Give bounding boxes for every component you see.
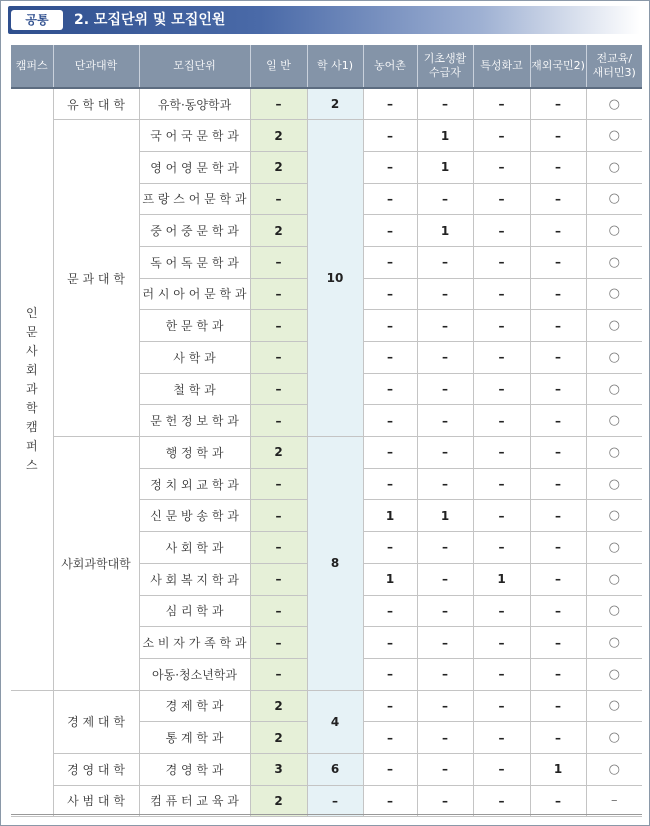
unit-cell: 국 어 국 문 학 과 — [139, 120, 250, 152]
unit-cell: 컴 퓨 터 교 육 과 — [139, 785, 250, 817]
special-hs-cell: – — [473, 310, 530, 342]
general-cell: – — [250, 342, 307, 374]
rural-cell: – — [363, 215, 417, 247]
overseas-cell: – — [530, 785, 586, 817]
col-header-basic-livelihood: 기초생활 수급자 — [417, 45, 473, 88]
college-cell: 경 제 대 학 — [53, 690, 139, 753]
special-hs-cell: – — [473, 278, 530, 310]
basic-livelihood-cell: – — [417, 468, 473, 500]
full-abroad-cell: ○ — [586, 373, 642, 405]
unit-cell: 심 리 학 과 — [139, 595, 250, 627]
unit-cell: 중 어 중 문 학 과 — [139, 215, 250, 247]
recruitment-table — [11, 45, 642, 817]
col-header-hakssa: 학 사1) — [307, 45, 363, 88]
campus-cell-empty — [11, 690, 53, 817]
special-hs-cell: – — [473, 658, 530, 690]
full-abroad-cell: ○ — [586, 310, 642, 342]
basic-livelihood-cell: – — [417, 246, 473, 278]
special-hs-cell: 1 — [473, 563, 530, 595]
special-hs-cell: – — [473, 690, 530, 722]
unit-cell: 사 회 학 과 — [139, 532, 250, 564]
section-title: 2. 모집단위 및 모집인원 — [74, 12, 226, 28]
rural-cell: 1 — [363, 563, 417, 595]
hakssa-cell: 6 — [307, 753, 363, 785]
rural-cell: – — [363, 342, 417, 374]
full-abroad-cell: ○ — [586, 278, 642, 310]
special-hs-cell: – — [473, 500, 530, 532]
rural-cell: – — [363, 183, 417, 215]
special-hs-cell: – — [473, 373, 530, 405]
unit-cell: 신 문 방 송 학 과 — [139, 500, 250, 532]
unit-cell: 러 시 아 어 문 학 과 — [139, 278, 250, 310]
col-header-general: 일 반 — [250, 45, 307, 88]
overseas-cell: – — [530, 722, 586, 754]
col-header-special-hs: 특성화고 — [473, 45, 530, 88]
rural-cell: – — [363, 468, 417, 500]
full-abroad-cell: ○ — [586, 151, 642, 183]
unit-cell: 사 회 복 지 학 과 — [139, 563, 250, 595]
basic-livelihood-cell: 1 — [417, 120, 473, 152]
full-abroad-cell: – — [586, 785, 642, 817]
college-cell: 사 범 대 학 — [53, 785, 139, 817]
general-cell: 2 — [250, 785, 307, 817]
overseas-cell: – — [530, 595, 586, 627]
full-abroad-cell: ○ — [586, 532, 642, 564]
unit-cell: 아동·청소년학과 — [139, 658, 250, 690]
unit-cell: 소 비 자 가 족 학 과 — [139, 627, 250, 659]
overseas-cell: – — [530, 246, 586, 278]
full-abroad-cell: ○ — [586, 627, 642, 659]
basic-livelihood-cell: – — [417, 278, 473, 310]
overseas-cell: 1 — [530, 753, 586, 785]
full-abroad-cell: ○ — [586, 595, 642, 627]
hakssa-cell: 2 — [307, 88, 363, 120]
full-abroad-cell: ○ — [586, 468, 642, 500]
special-hs-cell: – — [473, 120, 530, 152]
basic-livelihood-cell: – — [417, 532, 473, 564]
full-abroad-cell: ○ — [586, 753, 642, 785]
general-cell: 2 — [250, 437, 307, 469]
overseas-cell: – — [530, 120, 586, 152]
rural-cell: – — [363, 88, 417, 120]
table-row — [11, 120, 642, 152]
rural-cell: – — [363, 785, 417, 817]
general-cell: – — [250, 532, 307, 564]
basic-livelihood-cell: – — [417, 405, 473, 437]
overseas-cell: – — [530, 690, 586, 722]
rural-cell: – — [363, 627, 417, 659]
basic-livelihood-cell: – — [417, 753, 473, 785]
hakssa-cell: – — [307, 785, 363, 817]
rural-cell: 1 — [363, 500, 417, 532]
full-abroad-cell: ○ — [586, 88, 642, 120]
unit-cell: 유학·동양학과 — [139, 88, 250, 120]
special-hs-cell: – — [473, 532, 530, 564]
table-row — [11, 437, 642, 469]
special-hs-cell: – — [473, 437, 530, 469]
col-header-overseas: 재외국민2) — [530, 45, 586, 88]
general-cell: – — [250, 658, 307, 690]
general-cell: 3 — [250, 753, 307, 785]
overseas-cell: – — [530, 183, 586, 215]
special-hs-cell: – — [473, 627, 530, 659]
general-cell: 2 — [250, 722, 307, 754]
section-badge: 공통 — [11, 10, 63, 30]
col-header-unit: 모집단위 — [139, 45, 250, 88]
general-cell: – — [250, 310, 307, 342]
table-bottom-rule — [11, 814, 642, 815]
rural-cell: – — [363, 437, 417, 469]
rural-cell: – — [363, 278, 417, 310]
basic-livelihood-cell: – — [417, 658, 473, 690]
special-hs-cell: – — [473, 468, 530, 500]
full-abroad-cell: ○ — [586, 246, 642, 278]
hakssa-cell: 10 — [307, 120, 363, 437]
full-abroad-cell: ○ — [586, 563, 642, 595]
unit-cell: 철 학 과 — [139, 373, 250, 405]
basic-livelihood-cell: 1 — [417, 151, 473, 183]
college-cell: 경 영 대 학 — [53, 753, 139, 785]
overseas-cell: – — [530, 373, 586, 405]
overseas-cell: – — [530, 563, 586, 595]
overseas-cell: – — [530, 151, 586, 183]
overseas-cell: – — [530, 405, 586, 437]
special-hs-cell: – — [473, 342, 530, 374]
campus-cell: 인 문 사 회 과 학 캠 퍼 스 — [11, 88, 53, 690]
overseas-cell: – — [530, 468, 586, 500]
table-header-row — [11, 45, 642, 88]
rural-cell: – — [363, 373, 417, 405]
unit-cell: 한 문 학 과 — [139, 310, 250, 342]
special-hs-cell: – — [473, 722, 530, 754]
general-cell: – — [250, 563, 307, 595]
general-cell: 2 — [250, 120, 307, 152]
table-row — [11, 785, 642, 817]
general-cell: – — [250, 468, 307, 500]
general-cell: 2 — [250, 151, 307, 183]
rural-cell: – — [363, 658, 417, 690]
unit-cell: 독 어 독 문 학 과 — [139, 246, 250, 278]
overseas-cell: – — [530, 500, 586, 532]
hakssa-cell: 8 — [307, 437, 363, 691]
basic-livelihood-cell: – — [417, 437, 473, 469]
basic-livelihood-cell: 1 — [417, 215, 473, 247]
full-abroad-cell: ○ — [586, 215, 642, 247]
rural-cell: – — [363, 532, 417, 564]
unit-cell: 정 치 외 교 학 과 — [139, 468, 250, 500]
college-cell: 문 과 대 학 — [53, 120, 139, 437]
basic-livelihood-cell: – — [417, 563, 473, 595]
full-abroad-cell: ○ — [586, 658, 642, 690]
overseas-cell: – — [530, 342, 586, 374]
overseas-cell: – — [530, 310, 586, 342]
general-cell: 2 — [250, 690, 307, 722]
general-cell: – — [250, 373, 307, 405]
unit-cell: 통 계 학 과 — [139, 722, 250, 754]
general-cell: – — [250, 278, 307, 310]
full-abroad-cell: ○ — [586, 500, 642, 532]
hakssa-cell: 4 — [307, 690, 363, 753]
unit-cell: 프 랑 스 어 문 학 과 — [139, 183, 250, 215]
unit-cell: 경 영 학 과 — [139, 753, 250, 785]
unit-cell: 문 헌 정 보 학 과 — [139, 405, 250, 437]
basic-livelihood-cell: 1 — [417, 500, 473, 532]
unit-cell: 영 어 영 문 학 과 — [139, 151, 250, 183]
special-hs-cell: – — [473, 753, 530, 785]
basic-livelihood-cell: – — [417, 310, 473, 342]
special-hs-cell: – — [473, 151, 530, 183]
basic-livelihood-cell: – — [417, 627, 473, 659]
basic-livelihood-cell: – — [417, 785, 473, 817]
table-row — [11, 753, 642, 785]
special-hs-cell: – — [473, 405, 530, 437]
rural-cell: – — [363, 722, 417, 754]
basic-livelihood-cell: – — [417, 88, 473, 120]
special-hs-cell: – — [473, 785, 530, 817]
general-cell: 2 — [250, 215, 307, 247]
full-abroad-cell: ○ — [586, 690, 642, 722]
full-abroad-cell: ○ — [586, 183, 642, 215]
college-cell: 유 학 대 학 — [53, 88, 139, 120]
full-abroad-cell: ○ — [586, 342, 642, 374]
rural-cell: – — [363, 690, 417, 722]
overseas-cell: – — [530, 627, 586, 659]
rural-cell: – — [363, 310, 417, 342]
unit-cell: 경 제 학 과 — [139, 690, 250, 722]
rural-cell: – — [363, 753, 417, 785]
general-cell: – — [250, 246, 307, 278]
unit-cell: 행 정 학 과 — [139, 437, 250, 469]
general-cell: – — [250, 595, 307, 627]
special-hs-cell: – — [473, 595, 530, 627]
rural-cell: – — [363, 405, 417, 437]
basic-livelihood-cell: – — [417, 722, 473, 754]
basic-livelihood-cell: – — [417, 183, 473, 215]
table-row — [11, 690, 642, 722]
general-cell: – — [250, 500, 307, 532]
col-header-campus: 캠퍼스 — [11, 45, 53, 88]
rural-cell: – — [363, 246, 417, 278]
general-cell: – — [250, 183, 307, 215]
unit-cell: 사 학 과 — [139, 342, 250, 374]
full-abroad-cell: ○ — [586, 437, 642, 469]
full-abroad-cell: ○ — [586, 405, 642, 437]
basic-livelihood-cell: – — [417, 595, 473, 627]
overseas-cell: – — [530, 278, 586, 310]
overseas-cell: – — [530, 532, 586, 564]
overseas-cell: – — [530, 215, 586, 247]
general-cell: – — [250, 88, 307, 120]
col-header-full-abroad: 전교육/ 새터민3) — [586, 45, 642, 88]
rural-cell: – — [363, 595, 417, 627]
college-cell: 사회과학대학 — [53, 437, 139, 691]
special-hs-cell: – — [473, 183, 530, 215]
general-cell: – — [250, 627, 307, 659]
table-row — [11, 88, 642, 120]
overseas-cell: – — [530, 437, 586, 469]
section-header — [8, 6, 640, 34]
basic-livelihood-cell: – — [417, 690, 473, 722]
overseas-cell: – — [530, 88, 586, 120]
special-hs-cell: – — [473, 88, 530, 120]
full-abroad-cell: ○ — [586, 120, 642, 152]
overseas-cell: – — [530, 658, 586, 690]
special-hs-cell: – — [473, 215, 530, 247]
rural-cell: – — [363, 151, 417, 183]
general-cell: – — [250, 405, 307, 437]
col-header-rural: 농어촌 — [363, 45, 417, 88]
basic-livelihood-cell: – — [417, 342, 473, 374]
basic-livelihood-cell: – — [417, 373, 473, 405]
rural-cell: – — [363, 120, 417, 152]
col-header-college: 단과대학 — [53, 45, 139, 88]
full-abroad-cell: ○ — [586, 722, 642, 754]
special-hs-cell: – — [473, 246, 530, 278]
